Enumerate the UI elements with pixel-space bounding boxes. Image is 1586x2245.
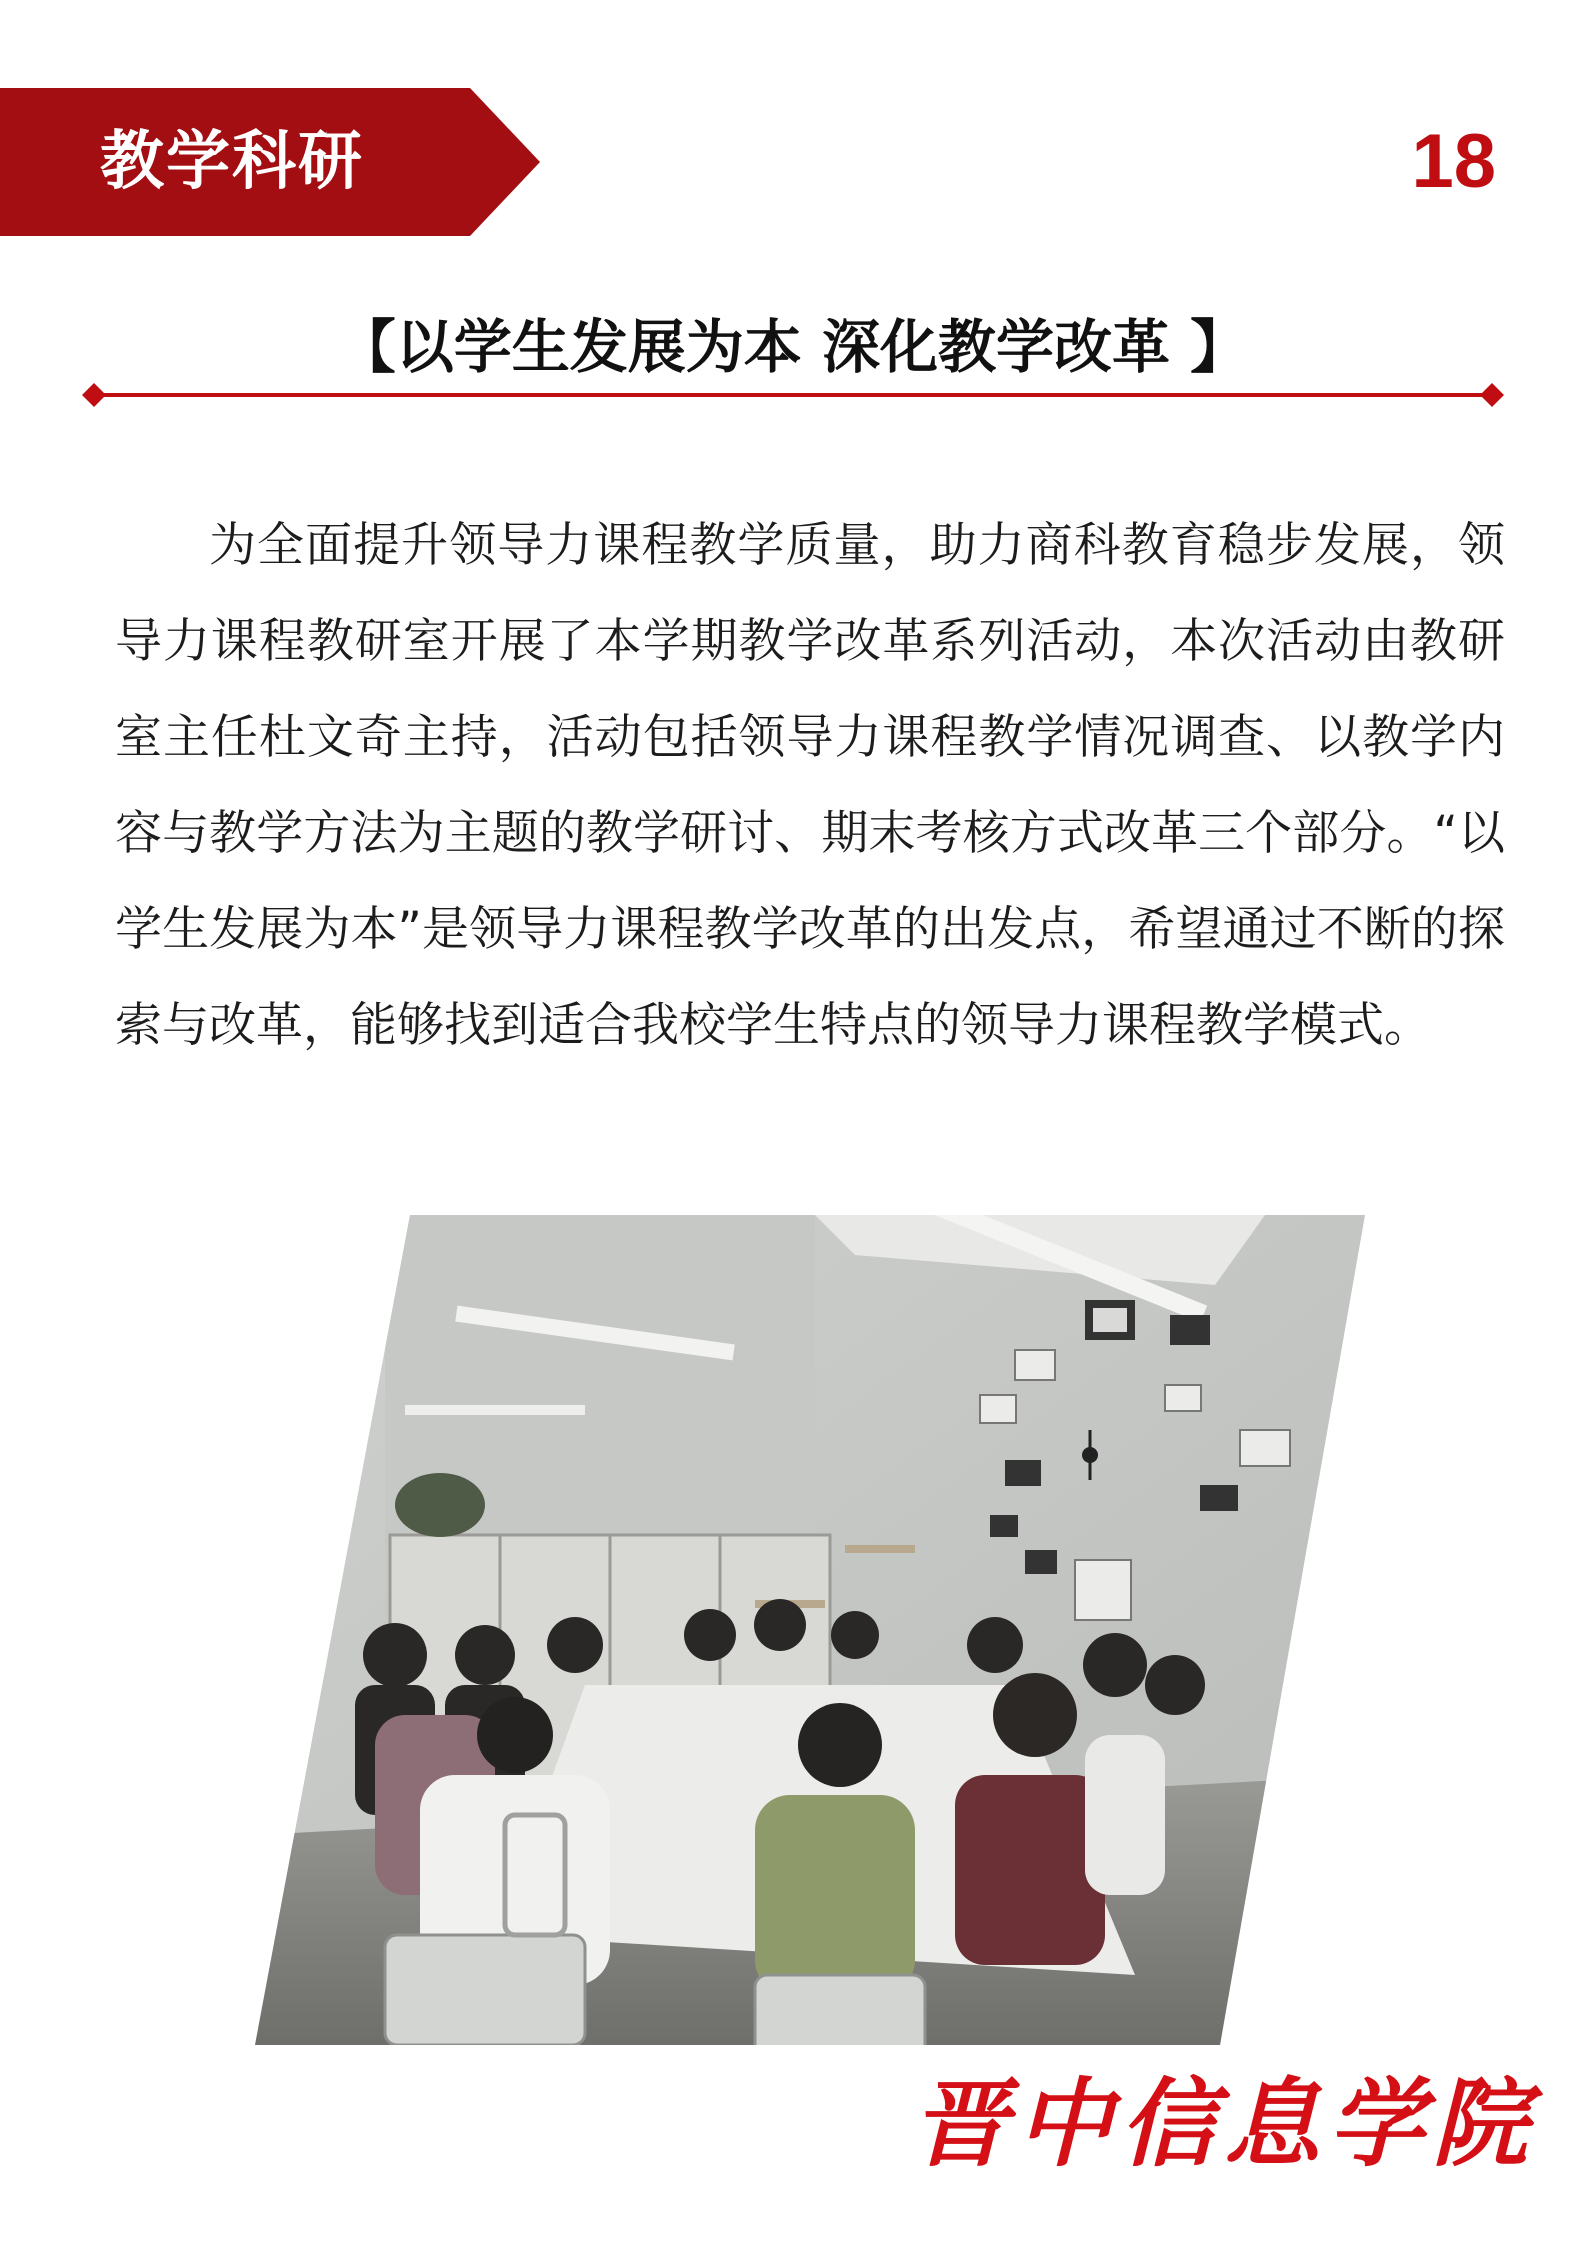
page-number: 18 (1411, 119, 1496, 204)
school-name-logo: 晋中信息学院 (912, 2067, 1536, 2180)
section-label: 教学科研 (100, 125, 364, 199)
section-banner (0, 88, 540, 236)
article-title: 【以学生发展为本 深化教学改革 】 (337, 313, 1249, 381)
title-divider (82, 380, 1504, 410)
article-body: 为全面提升领导力课程教学质量，助力商科教育稳步发展，领导力课程教研室开展了本学期教学改革系列活动，本次活动由教研室主任杜文奇主持，活动包括领导力课程教学情况调查、以教学内容与教学方法为主题的教学研讨、期末考核方式改革三个部分。“以学生发展为本”是领导力课程教学改革的出发点，希望通过不断的探索与改革，能够找到适合我校学生特点的领导力课程教学模式。 (115, 518, 1505, 1053)
meeting-room-photo (255, 1215, 1375, 2045)
